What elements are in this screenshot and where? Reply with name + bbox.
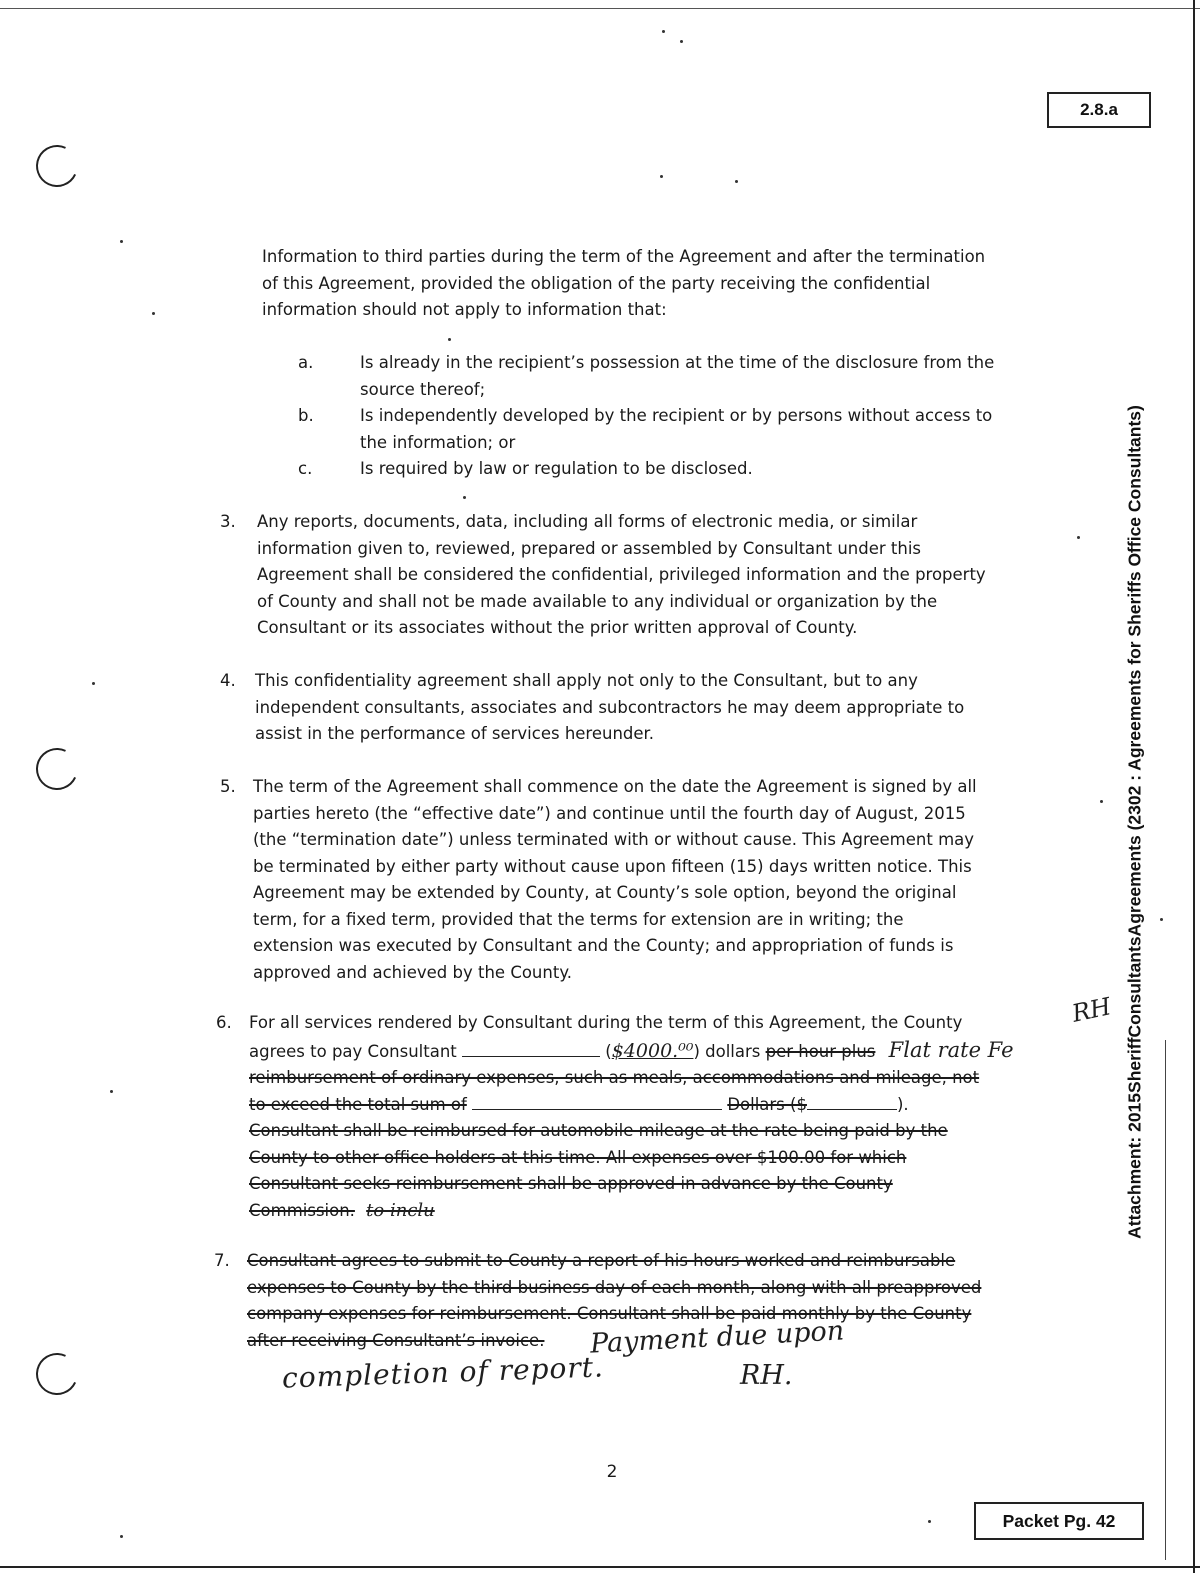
struck-text: Dollars ($ bbox=[727, 1094, 807, 1114]
struck-line: company expenses for reimbursement. Consultant shall be paid monthly by the County bbox=[247, 1304, 972, 1323]
struck-text: Commission. bbox=[249, 1200, 355, 1220]
scan-speck bbox=[120, 1535, 123, 1538]
struck-text: ). bbox=[896, 1094, 909, 1114]
handwritten-completion-note: completion of report. bbox=[281, 1350, 605, 1395]
item-number: 3. bbox=[220, 512, 236, 531]
item-6 bbox=[216, 1010, 1014, 1224]
item-line: Agreement may be extended by County, at County’s sole option, beyond the original bbox=[253, 883, 957, 902]
packet-page-box bbox=[974, 1502, 1144, 1540]
sub-item-marker: a. bbox=[298, 353, 314, 372]
item-line: For all services rendered by Consultant during the term of this Agreement, the County bbox=[249, 1013, 963, 1032]
paren-open: ( bbox=[605, 1041, 612, 1061]
item-line: Agreement shall be considered the confidential, privileged information and the property bbox=[257, 565, 986, 584]
sub-item-line: the information; or bbox=[360, 432, 516, 452]
struck-line: Consultant shall be reimbursed for automobile mileage at the rate being paid by the bbox=[249, 1121, 948, 1140]
scan-speck bbox=[660, 175, 663, 178]
punch-hole-bottom bbox=[30, 1347, 84, 1401]
handwritten-tail: to inclu bbox=[366, 1199, 435, 1221]
item-line: parties hereto (the “effective date”) and continue until the fourth day of August, 2015 bbox=[253, 803, 966, 823]
scan-speck bbox=[463, 496, 466, 499]
handwritten-signoff-initials: RH. bbox=[740, 1360, 793, 1391]
item-number: 5. bbox=[220, 777, 236, 796]
struck-line: reimbursement of ordinary expenses, such as meals, accommodations and mileage, not bbox=[249, 1068, 980, 1087]
struck-text: to exceed the total sum of bbox=[249, 1094, 467, 1114]
punch-hole-top bbox=[30, 139, 84, 193]
scan-speck bbox=[448, 338, 451, 341]
item-4 bbox=[220, 668, 964, 748]
item-5 bbox=[220, 774, 977, 986]
scan-speck bbox=[152, 312, 155, 315]
struck-total-line bbox=[249, 1092, 1014, 1119]
item-number: 4. bbox=[220, 671, 236, 690]
item-line: Consultant or its associates without the prior written approval of County. bbox=[257, 618, 858, 637]
sub-item-b bbox=[298, 403, 992, 456]
item-line: independent consultants, associates and subcontractors he may deem appropriate to bbox=[255, 697, 965, 717]
struck-line: Consultant seeks reimbursement shall be approved in advance by the County bbox=[249, 1174, 893, 1193]
scan-speck bbox=[110, 1090, 113, 1093]
struck-commission-line bbox=[249, 1198, 1014, 1225]
dollars-text: dollars bbox=[699, 1041, 766, 1061]
handwritten-payment-note: Payment due upon bbox=[589, 1315, 845, 1360]
item-line: This confidentiality agreement shall apply not only to the Consultant, but to any bbox=[255, 671, 918, 690]
scan-speck bbox=[1077, 536, 1080, 539]
item-6-payment-line bbox=[249, 1037, 1014, 1066]
punch-hole-middle bbox=[30, 742, 84, 796]
scan-speck bbox=[680, 40, 683, 43]
scan-speck bbox=[735, 180, 738, 183]
sub-item-line: Is independently developed by the recipient or by persons without access to bbox=[360, 406, 993, 425]
scan-speck bbox=[1100, 800, 1103, 803]
item-number: 7. bbox=[214, 1251, 230, 1270]
intro-line: Information to third parties during the term of the Agreement and after the termination bbox=[262, 247, 986, 266]
intro-paragraph bbox=[262, 244, 985, 324]
sub-item-a bbox=[298, 350, 994, 403]
item-line: be terminated by either party without cause upon fifteen (15) days written notice. This bbox=[253, 856, 972, 876]
struck-line: expenses to County by the third business day of each month, along with all preapproved bbox=[247, 1277, 982, 1297]
bottom-edge-line bbox=[0, 1566, 1200, 1568]
sub-item-line: source thereof; bbox=[360, 379, 486, 399]
scan-speck bbox=[1160, 918, 1163, 921]
sub-item-marker: c. bbox=[298, 459, 313, 478]
scan-speck bbox=[928, 1520, 931, 1523]
struck-line: Consultant agrees to submit to County a report of his hours worked and reimbursable bbox=[247, 1251, 956, 1270]
exhibit-label: 2.8.a bbox=[1080, 100, 1118, 119]
item-line: The term of the Agreement shall commence on the date the Agreement is signed by all bbox=[253, 777, 977, 796]
item-line: of County and shall not be made available to any individual or organization by the bbox=[257, 591, 938, 611]
scan-speck bbox=[92, 682, 95, 685]
item-line: assist in the performance of services hereunder. bbox=[255, 724, 655, 743]
sub-item-line: Is already in the recipient’s possession at the time of the disclosure from the bbox=[360, 353, 995, 372]
sub-item-c bbox=[298, 456, 753, 483]
page-number: 2 bbox=[606, 1462, 618, 1482]
item-line: term, for a fixed term, provided that the terms for extension are in writing; the bbox=[253, 909, 904, 929]
right-edge-line bbox=[1193, 0, 1195, 1573]
exhibit-label-box bbox=[1047, 92, 1151, 128]
paren-close: ) bbox=[693, 1041, 700, 1061]
struck-text: after receiving Consultant’s invoice. bbox=[247, 1330, 545, 1350]
scan-speck bbox=[120, 240, 123, 243]
item-line: Any reports, documents, data, including all forms of electronic media, or similar bbox=[257, 512, 918, 531]
sub-item-marker: b. bbox=[298, 406, 314, 425]
handwritten-initials: RH bbox=[1069, 992, 1114, 1028]
item-line: information given to, reviewed, prepared or assembled by Consultant under this bbox=[257, 538, 922, 558]
item-3 bbox=[220, 509, 986, 642]
payment-text: agrees to pay Consultant bbox=[249, 1041, 457, 1061]
total-blank bbox=[472, 1093, 722, 1110]
item-number: 6. bbox=[216, 1013, 232, 1032]
item-line: (the “termination date”) unless terminated with or without cause. This Agreement may bbox=[253, 830, 975, 849]
payment-blank bbox=[462, 1040, 600, 1057]
dollars-blank bbox=[807, 1093, 897, 1110]
attachment-side-label: Attachment: 2015SheriffConsultantsAgreements (2302 : Agreements for Sheriffs Office Consultants) bbox=[1124, 405, 1145, 1239]
right-inner-edge-line bbox=[1165, 1040, 1166, 1560]
struck-line: County to other office holders at this time. All expenses over $100.00 for which bbox=[249, 1147, 907, 1167]
item-line: approved and achieved by the County. bbox=[253, 962, 572, 982]
sub-item-line: Is required by law or regulation to be disclosed. bbox=[360, 459, 753, 478]
item-line: extension was executed by Consultant and the County; and appropriation of funds is bbox=[253, 936, 954, 955]
struck-text: per hour plus bbox=[765, 1041, 876, 1061]
handwritten-amount: $4000.⁰⁰ bbox=[611, 1039, 694, 1062]
intro-line: information should not apply to information that: bbox=[262, 300, 667, 319]
packet-page-label: Packet Pg. 42 bbox=[1002, 1511, 1116, 1531]
scan-speck bbox=[662, 30, 665, 33]
top-edge-line bbox=[0, 8, 1200, 9]
intro-line: of this Agreement, provided the obligation of the party receiving the confidential bbox=[262, 273, 931, 293]
handwritten-flat-rate: Flat rate Fe bbox=[888, 1037, 1014, 1062]
